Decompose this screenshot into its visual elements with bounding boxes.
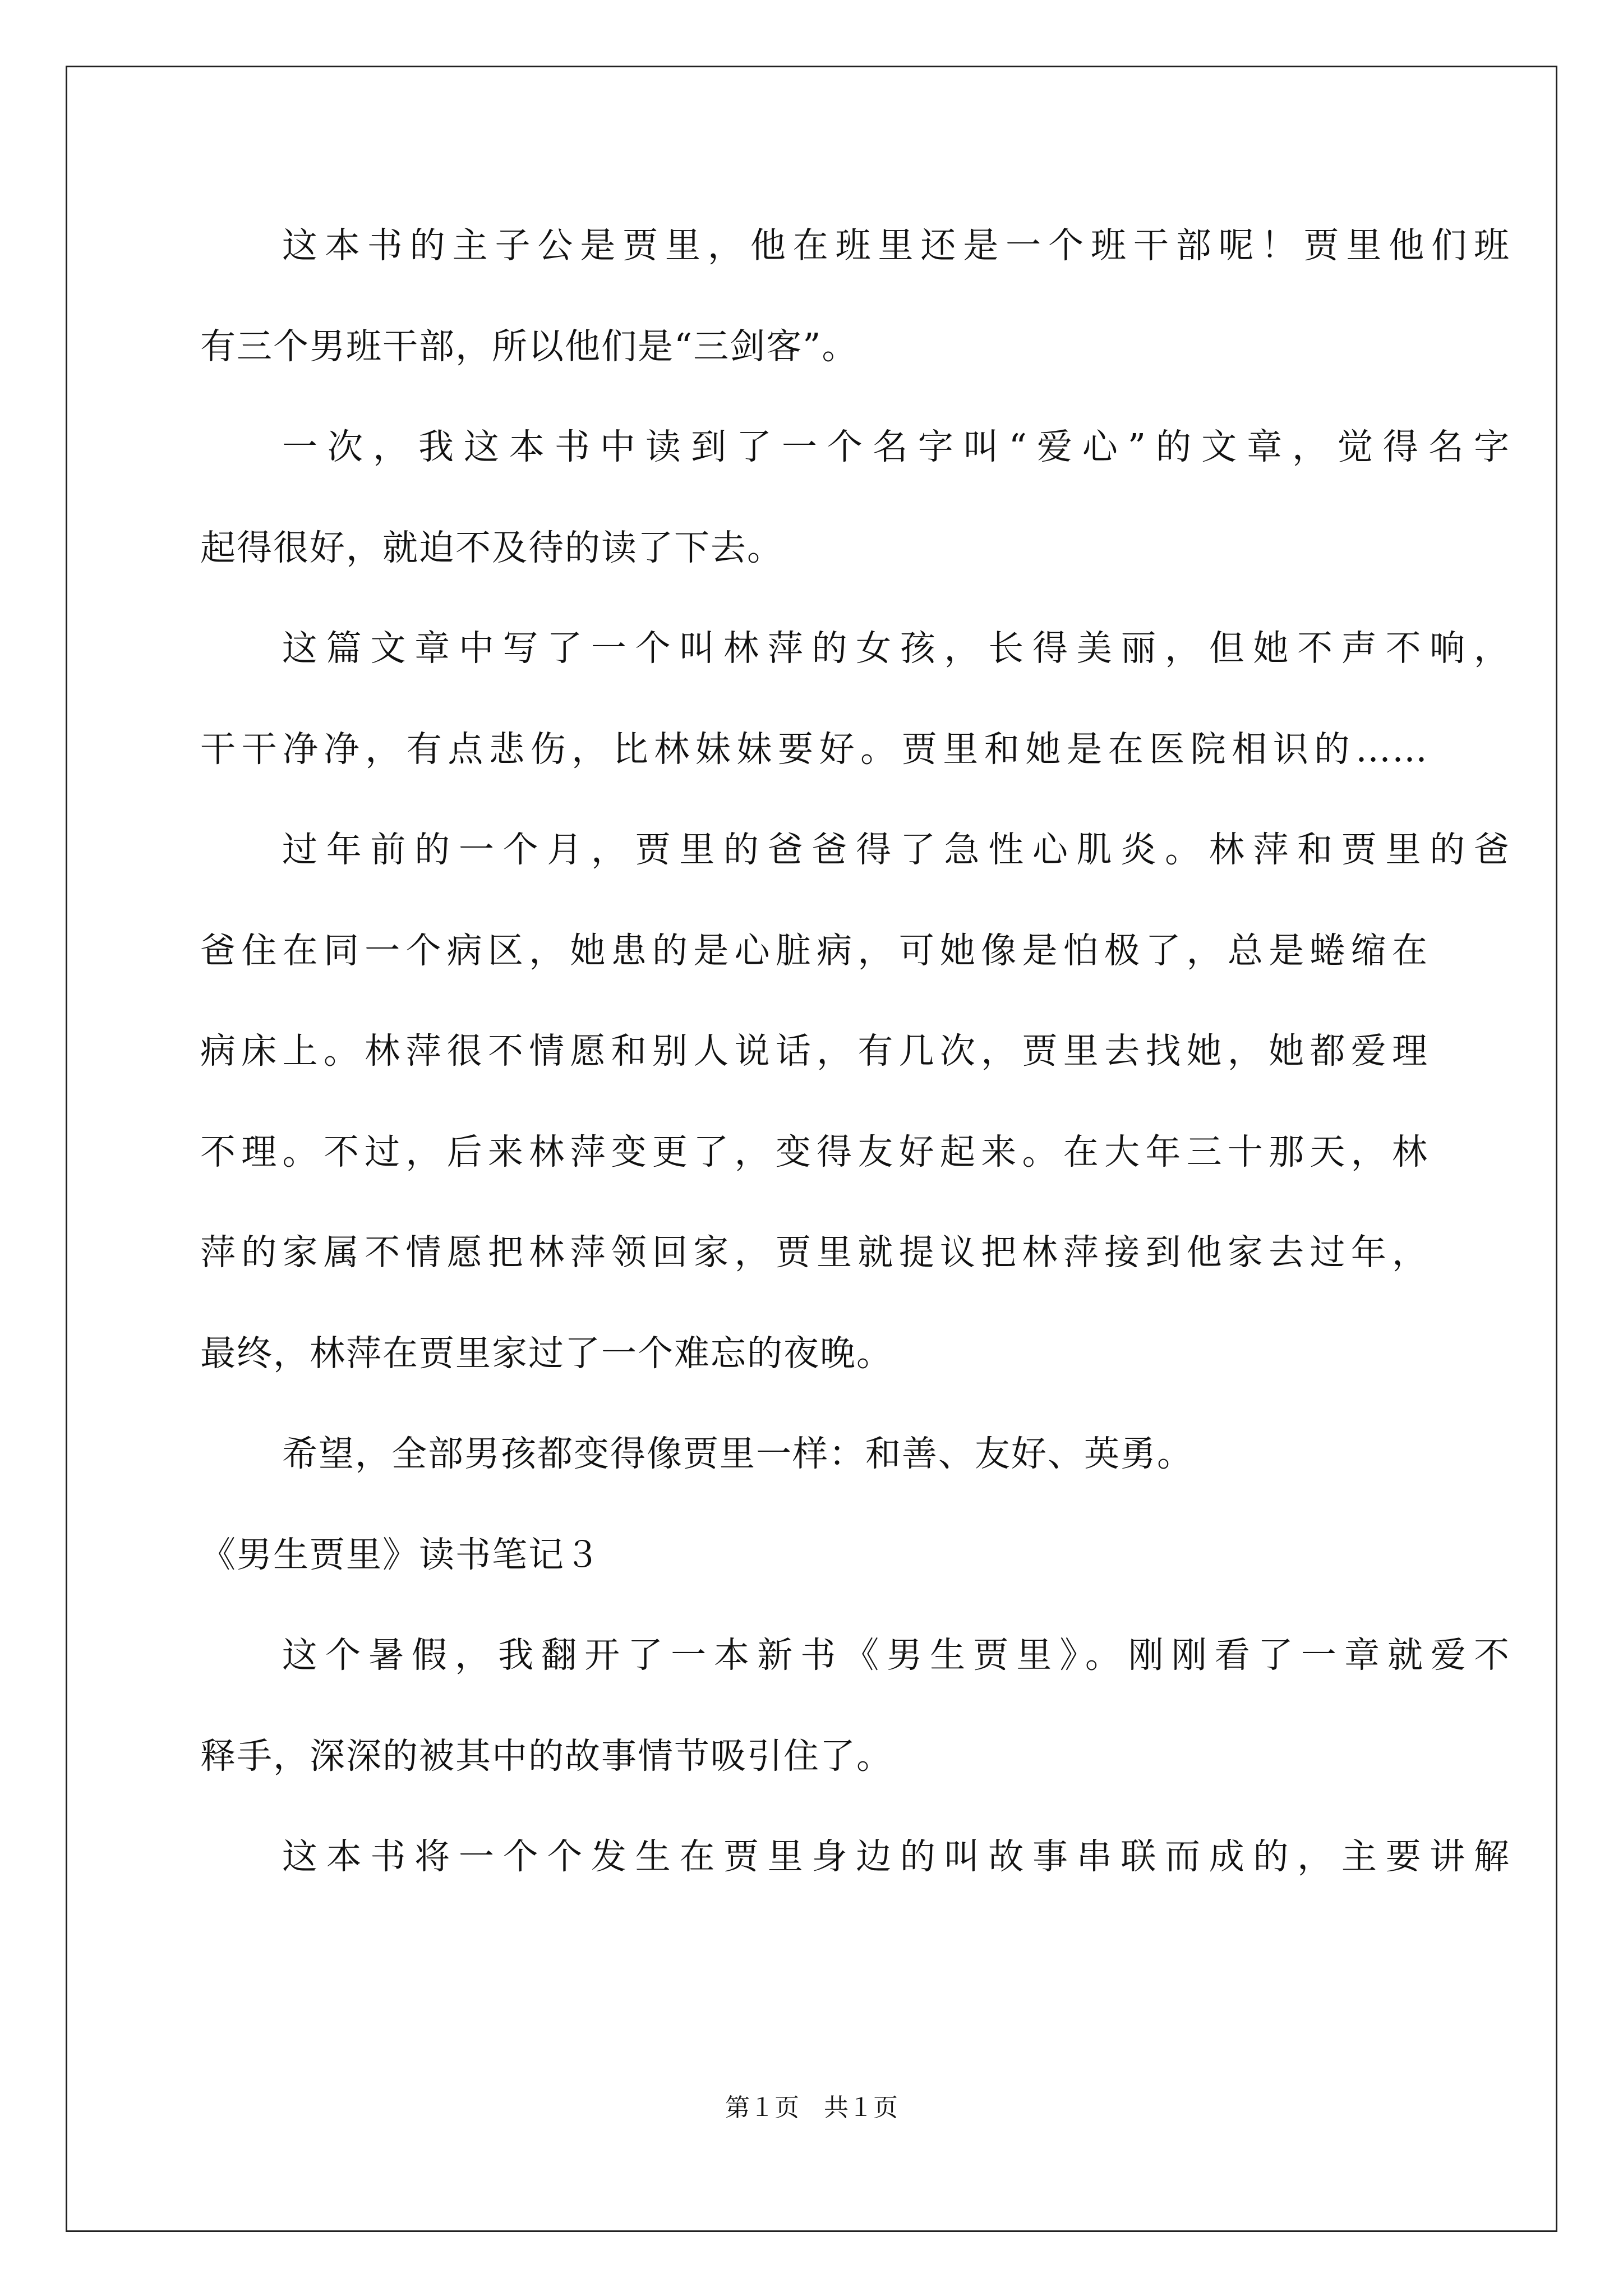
text-line: 有三个男班干部，所以他们是“三剑客”。 xyxy=(200,326,859,367)
text-line: 释手，深深的被其中的故事情节吸引住了。 xyxy=(200,1736,893,1777)
text-line: 干干净净，有点悲伤，比林妹妹要好。贾里和她是在医院相识的…… xyxy=(200,729,1428,770)
text-line: 希望，全部男孩都变得像贾里一样：和善、友好、英勇。 xyxy=(282,1433,1193,1474)
text-line: 这篇文章中写了一个叫林萍的女孩，长得美丽，但她不声不响， xyxy=(282,628,1510,669)
text-line: 这本书的主子公是贾里，他在班里还是一个班干部呢！贾里他们班 xyxy=(282,225,1510,266)
text-line: 过年前的一个月，贾里的爸爸得了急性心肌炎。林萍和贾里的爸 xyxy=(282,829,1510,870)
text-line: 不理。不过，后来林萍变更了，变得友好起来。在大年三十那天，林 xyxy=(200,1131,1428,1172)
text-line: 一次，我这本书中读到了一个名字叫“爱心”的文章，觉得名字 xyxy=(282,426,1510,467)
text-line: 萍的家属不情愿把林萍领回家，贾里就提议把林萍接到他家去过年， xyxy=(200,1232,1428,1273)
text-line: 最终，林萍在贾里家过了一个难忘的夜晚。 xyxy=(200,1333,893,1374)
page-footer: 第１页 共１页 xyxy=(725,2093,898,2122)
text-line: 这个暑假，我翻开了一本新书《男生贾里》。刚刚看了一章就爱不 xyxy=(282,1635,1510,1676)
section-heading: 《男生贾里》读书笔记３ xyxy=(200,1534,601,1575)
text-line: 病床上。林萍很不情愿和别人说话，有几次，贾里去找她，她都爱理 xyxy=(200,1030,1428,1071)
text-line: 爸住在同一个病区，她患的是心脏病，可她像是怕极了，总是蜷缩在 xyxy=(200,930,1428,971)
text-line: 这本书将一个个发生在贾里身边的叫故事串联而成的，主要讲解 xyxy=(282,1836,1510,1877)
text-line: 起得很好，就迫不及待的读了下去。 xyxy=(200,527,783,568)
